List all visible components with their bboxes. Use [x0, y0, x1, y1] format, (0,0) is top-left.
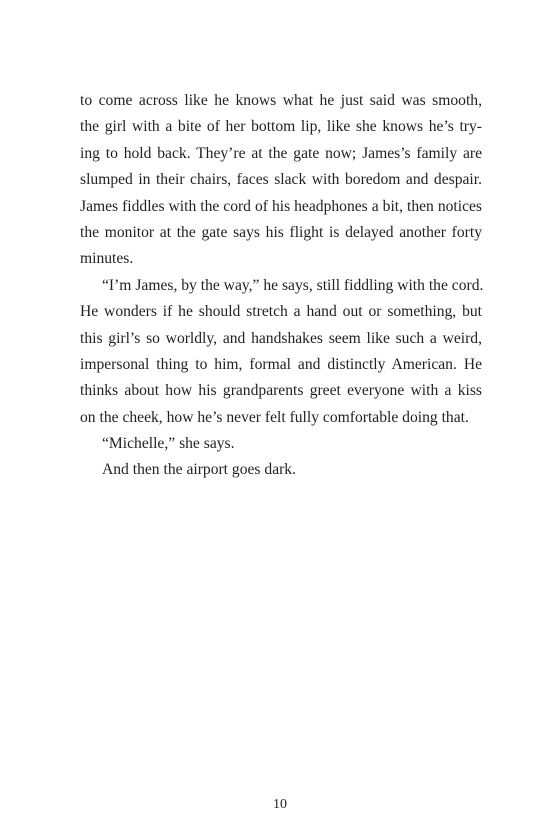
paragraph: [80, 457, 482, 483]
text-line: slumped in their chairs, faces slack with boredom and despair.: [80, 171, 482, 189]
text-line: He wonders if he should stretch a hand out or something, but: [80, 303, 482, 321]
text-line: ing to hold back. They’re at the gate now; James’s family are: [80, 144, 482, 162]
text-line: the girl with a bite of her bottom lip, like she knows he’s try-: [80, 118, 482, 136]
text-line: thinks about how his grandparents greet everyone with a kiss: [80, 382, 482, 400]
text-line: And then the airport goes dark.: [102, 461, 297, 479]
page-number: 10: [273, 797, 287, 812]
text-line: impersonal thing to him, formal and distinctly American. He: [80, 355, 482, 373]
text-line: this girl’s so worldly, and handshakes seem like such a weird,: [80, 329, 482, 347]
text-line: on the cheek, how he’s never felt fully comfortable doing that.: [80, 408, 469, 426]
paragraph: [80, 431, 482, 457]
text-line: minutes.: [80, 250, 134, 268]
paragraph: [80, 88, 482, 273]
text-line: “I’m James, by the way,” he says, still fiddling with the cord.: [102, 276, 484, 294]
text-line: “Michelle,” she says.: [102, 435, 235, 453]
text-line: the monitor at the gate says his flight is delayed another forty: [80, 223, 482, 241]
text-line: James fiddles with the cord of his headphones a bit, then notices: [80, 197, 482, 215]
paragraph: [80, 273, 482, 431]
body-text: [80, 88, 482, 484]
text-line: to come across like he knows what he just said was smooth,: [80, 92, 482, 109]
